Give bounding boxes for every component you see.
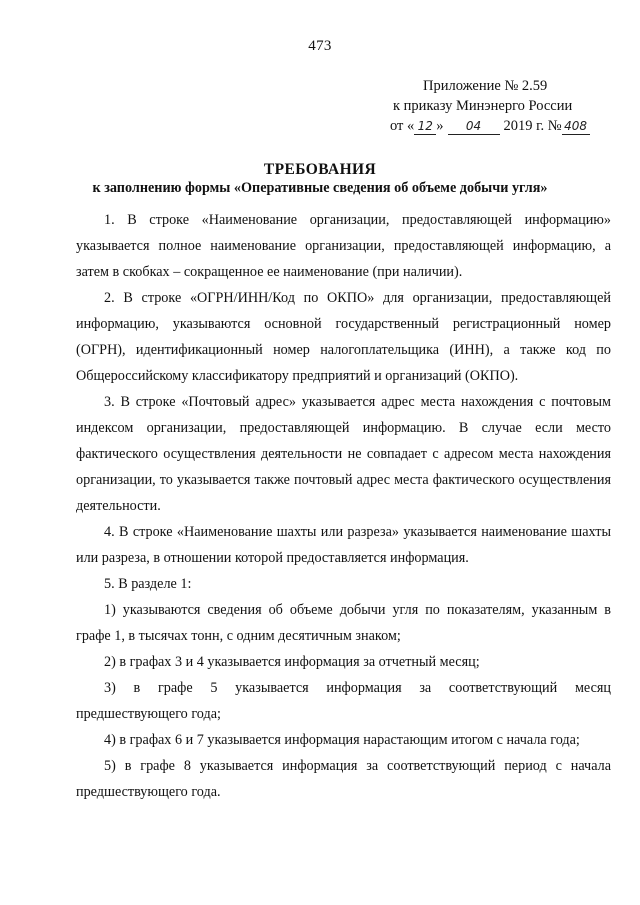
appendix-date-line	[360, 116, 600, 136]
handwritten-order-number: 408	[562, 119, 590, 135]
subitem-5: 5) в графе 8 указывается информация за соответствующий период с начала предшествующего года.	[76, 758, 611, 800]
subitem-2: 2) в графах 3 и 4 указывается информация за отчетный месяц;	[104, 654, 480, 670]
document-subtitle: к заполнению формы «Оперативные сведения об объеме добычи угля»	[92, 180, 548, 196]
paragraph-4: 4. В строке «Наименование шахты или разреза» указывается наименование шахты или разреза, в отношении которой предоставляется информация.	[76, 524, 611, 566]
handwritten-month: 04	[448, 119, 500, 135]
document-title: ТРЕБОВАНИЯ	[263, 161, 377, 178]
date-mid: »	[436, 118, 444, 134]
subitem-4: 4) в графах 6 и 7 указывается информация нарастающим итогом с начала года;	[104, 732, 580, 748]
appendix-title: Приложение № 2.59	[423, 78, 548, 94]
paragraph-1: 1. В строке «Наименование организации, предоставляющей информацию» указывается полное наименование организации, предоставляющей информацию, а затем в скобках – сокращенное ее наименование (при наличии).	[76, 212, 611, 280]
appendix-order-ref: к приказу Минэнерго России	[393, 98, 573, 114]
date-prefix: от «	[390, 118, 415, 134]
requirements-body	[76, 207, 611, 805]
paragraph-3: 3. В строке «Почтовый адрес» указывается адрес места нахождения с почтовым индексом организации, предоставляющей информацию. В случае если место фактического осуществления деятельности не совпадает с адресом места нахождения организации, то указывается также почтовый адрес места фактического осуществления деятельности.	[76, 394, 611, 514]
subitem-3: 3) в графе 5 указывается информация за соответствующий месяц предшествующего года;	[76, 680, 611, 722]
page-number: 473	[308, 38, 332, 54]
paragraph-5: 5. В разделе 1:	[104, 576, 192, 592]
date-year: 2019 г. №	[503, 118, 562, 134]
appendix-block	[360, 76, 600, 136]
subitem-1: 1) указываются сведения об объеме добычи угля по показателям, указанным в графе 1, в тысячах тонн, с одним десятичным знаком;	[76, 602, 611, 644]
paragraph-2: 2. В строке «ОГРН/ИНН/Код по ОКПО» для организации, предоставляющей информацию, указываются основной государственный регистрационный номер (ОГРН), идентификационный номер налогоплательщика (ИНН), а также код по Общероссийскому классификатору предприятий и организаций (ОКПО).	[76, 290, 611, 384]
handwritten-day: 12	[414, 119, 436, 135]
